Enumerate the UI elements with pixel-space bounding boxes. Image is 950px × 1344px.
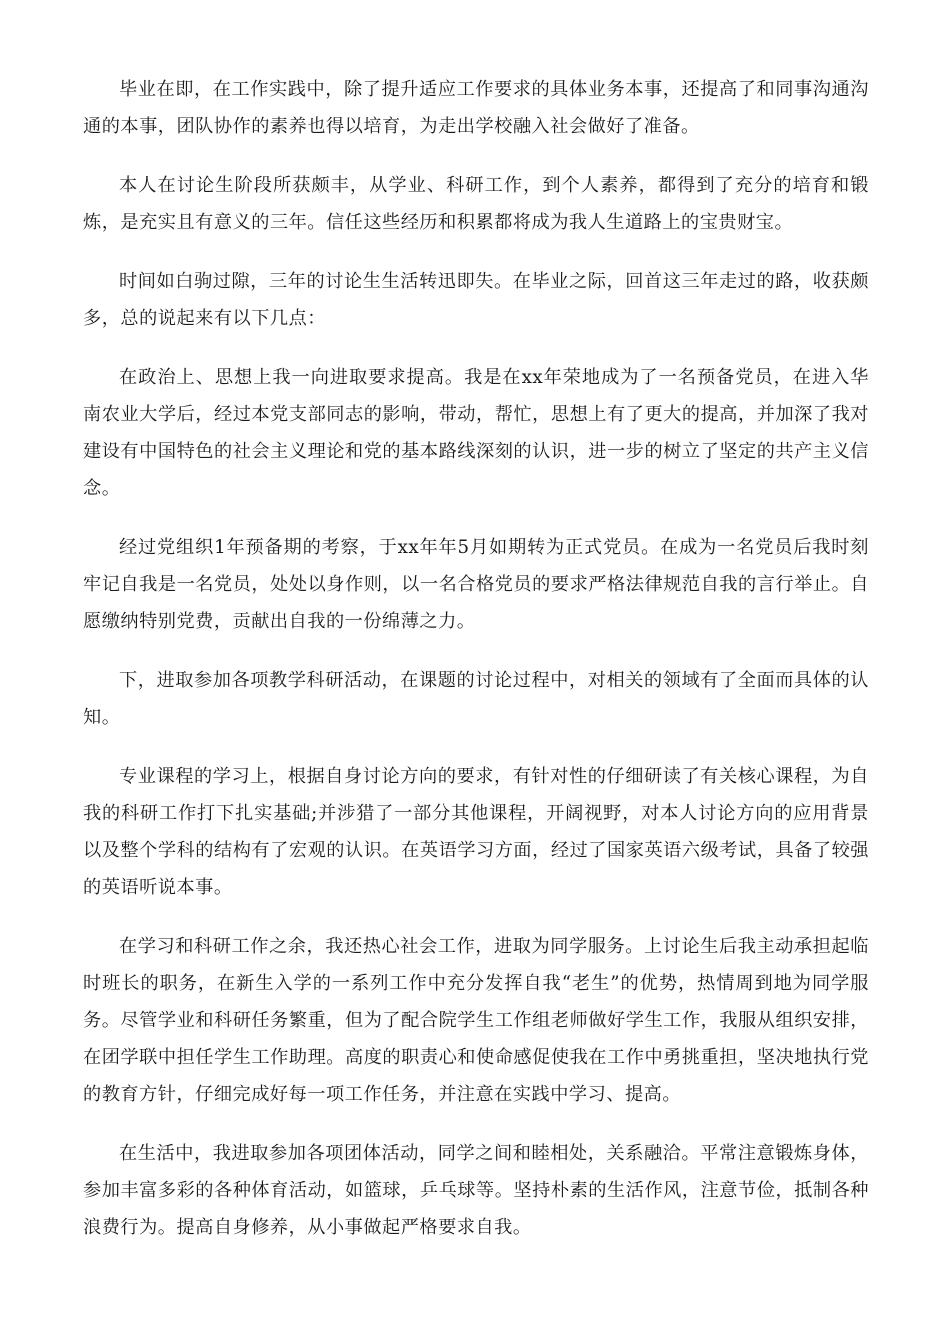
paragraph-political-thought: 在政治上、思想上我一向进取要求提高。我是在xx年荣地成为了一名预备党员，在进入华南农业大学后，经过本党支部同志的影响，带动，帮忙，思想上有了更大的提高，并加深了我对建设有中国特色的社会主义理论和党的基本路线深刻的认识，进一步的树立了坚定的共产主义信念。 bbox=[83, 367, 869, 499]
paragraph-graduation-preparation: 毕业在即，在工作实践中，除了提升适应工作要求的具体业务本事，还提高了和同事沟通沟通的本事，团队协作的素养也得以培育，为走出学校融入社会做好了准备。 bbox=[83, 79, 869, 137]
paragraph-research-stage-gains: 本人在讨论生阶段所获颇丰，从学业、科研工作，到个人素养，都得到了充分的培育和锻炼，是充实且有意义的三年。信任这些经历和积累都将成为我人生道路上的宝贵财宝。 bbox=[83, 175, 869, 233]
paragraph-party-membership: 经过党组织1年预备期的考察，于xx年年5月如期转为正式党员。在成为一名党员后我时刻牢记自我是一名党员，处处以身作则，以一名合格党员的要求严格法律规范自我的言行举止。自愿缴纳特别党费，贡献出自我的一份绵薄之力。 bbox=[83, 537, 869, 632]
paragraph-three-years-summary: 时间如白驹过隙，三年的讨论生生活转迅即失。在毕业之际，回首这三年走过的路，收获颇多，总的说起来有以下几点： bbox=[83, 271, 869, 329]
paragraph-research-activities: 下，进取参加各项教学科研活动，在课题的讨论过程中，对相关的领域有了全面而具体的认知。 bbox=[83, 670, 869, 728]
paragraph-daily-life: 在生活中，我进取参加各项团体活动，同学之间和睦相处，关系融洽。平常注意锻炼身体，参加丰富多彩的各种体育活动，如篮球，乒乓球等。坚持朴素的生活作风，注意节俭，抵制各种浪费行为。提高自身修养，从小事做起严格要求自我。 bbox=[83, 1143, 869, 1238]
paragraph-professional-courses: 专业课程的学习上，根据自身讨论方向的要求，有针对性的仔细研读了有关核心课程，为自我的科研工作打下扎实基础;并涉猎了一部分其他课程，开阔视野，对本人讨论方向的应用背景以及整个学科的结构有了宏观的认识。在英语学习方面，经过了国家英语六级考试，具备了较强的英语听说本事。 bbox=[83, 766, 869, 898]
paragraph-social-work: 在学习和科研工作之余，我还热心社会工作，进取为同学服务。上讨论生后我主动承担起临时班长的职务，在新生入学的一系列工作中充分发挥自我“老生”的优势，热情周到地为同学服务。尽管学业和科研任务繁重，但为了配合院学生工作组老师做好学生工作，我服从组织安排，在团学联中担任学生工作助理。高度的职责心和使命感促使我在工作中勇挑重担，坚决地执行党的教育方针，仔细完成好每一项工作任务，并注意在实践中学习、提高。 bbox=[83, 936, 869, 1105]
